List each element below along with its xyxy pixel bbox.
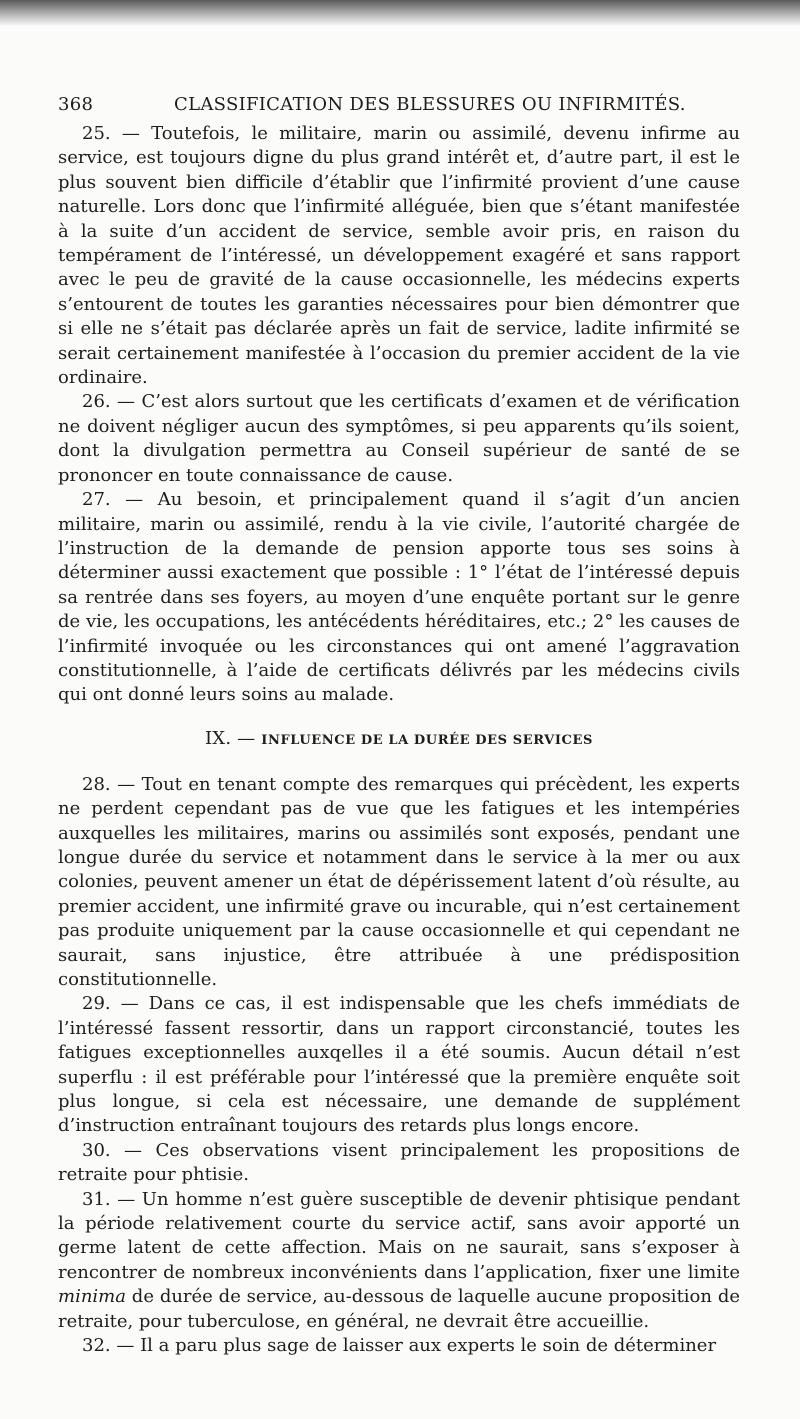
page-number: 368	[58, 94, 94, 115]
paragraph-31-text-a: 31. — Un homme n’est guère susceptible de devenir phtisique pendant la période relativement courte du service actif, sans avoir apporté un germe latent de cette affection. Mais on ne saurait, sans s’exposer à rencontrer de nombreux inconvénients dans l’application, fixer une limite	[58, 1188, 740, 1283]
running-head	[58, 94, 740, 122]
body-text	[58, 122, 740, 1359]
paragraph-30: 30. — Ces observations visent principalement les propositions de retraite pour phtisie.	[58, 1139, 740, 1186]
paragraph-31-italic: minima	[58, 1286, 126, 1308]
paragraph-28: 28. — Tout en tenant compte des remarques qui précèdent, les experts ne perdent cependant pas de vue que les fatigues et les intempéries auxquelles les militaires, marins ou assimilés sont exposés, pendant une longue durée du service et notamment dans le service à la mer ou aux colonies, peuvent amener un état de dépérissement latent d’où résulte, au premier accident, une infirmité grave ou incurable, qui n’est certainement pas produite uniquement par la cause occasionnelle et qui cependant ne saurait, sans injustice, être attribuée à une prédisposition constitutionnelle.	[58, 773, 740, 990]
section-number: IX. —	[205, 727, 256, 749]
paragraph-27: 27. — Au besoin, et principalement quand il s’agit d’un ancien militaire, marin ou assimilé, rendu à la vie civile, l’autorité chargée de l’instruction de la demande de pension apporte tous ses soins à déterminer aussi exactement que possible : 1° l’état de l’intéressé depuis sa rentrée dans ses foyers, au moyen d’une enquête portant sur le genre de vie, les occupations, les antécédents héréditaires, etc.; 2° les causes de l’infirmité invoquée ou les circonstances qui ont amené l’aggravation constitutionnelle, à l’aide de certificats délivrés par les médecins civils qui ont donné leurs soins au malade.	[58, 489, 740, 706]
paragraph-26: 26. — C’est alors surtout que les certificats d’examen et de vérification ne doivent négliger aucun des symptômes, si peu apparents qu’ils soient, dont la divulgation permettra au Conseil supérieur de santé de se prononcer en toute connaissance de cause.	[58, 391, 740, 486]
section-heading	[58, 728, 740, 749]
section-title: INFLUENCE DE LA DURÉE DES SERVICES	[261, 732, 593, 748]
running-title: CLASSIFICATION DES BLESSURES OU INFIRMITÉS.	[174, 94, 686, 115]
paragraph-31-text-b: de durée de service, au-dessous de laquelle aucune proposition de retraite, pour tuberculose, en général, ne devrait être accueillie.	[58, 1286, 740, 1332]
paragraph-32: 32. — Il a paru plus sage de laisser aux experts le soin de déterminer	[82, 1335, 717, 1357]
paragraph-25: 25. — Toutefois, le militaire, marin ou assimilé, devenu infirme au service, est toujours digne du plus grand intérêt et, d’autre part, il est le plus souvent bien difficile d’établir que l’infirmité provient d’une cause naturelle. Lors donc que l’infirmité alléguée, bien que s’étant manifestée à la suite d’un accident de service, semble avoir pris, en raison du tempérament de l’intéressé, un développement exagéré et sans rapport avec le peu de gravité de la cause occasionnelle, les médecins experts s’entourent de toutes les garanties nécessaires pour bien démontrer que si elle ne s’était pas déclarée après un fait de service, ladite infirmité se serait certainement manifestée à l’occasion du premier accident de la vie ordinaire.	[58, 123, 740, 389]
scan-top-edge	[0, 0, 800, 26]
paragraph-29: 29. — Dans ce cas, il est indispensable que les chefs immédiats de l’intéressé fassent ressortir, dans un rapport circonstancié, toutes les fatigues exceptionnelles auxqelles il a été soumis. Aucun détail n’est superflu : il est préférable pour l’intéressé que la première enquête soit plus longue, si cela est nécessaire, une demande de supplément d’instruction entraînant toujours des retards plus longs encore.	[58, 993, 740, 1137]
page	[58, 94, 740, 1359]
paragraph-31	[58, 1188, 740, 1334]
